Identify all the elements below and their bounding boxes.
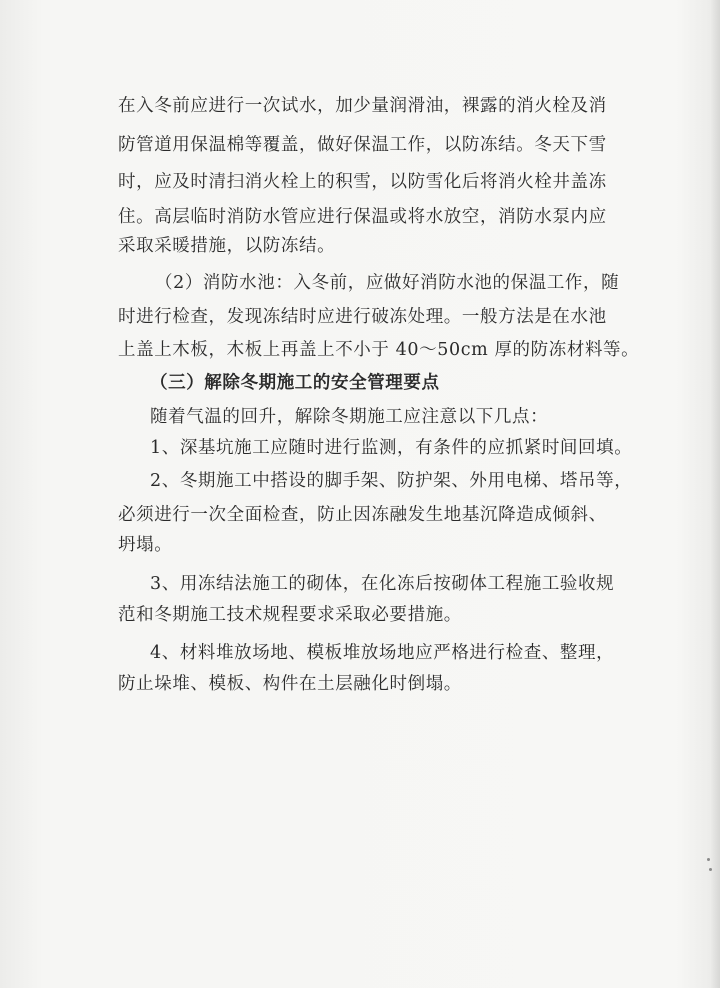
intro-line: 随着气温的回升，解除冬期施工应注意以下几点： — [150, 407, 549, 427]
item-2-line-2: 必须进行一次全面检查，防止因冻融发生地基沉降造成倾斜、 — [118, 505, 607, 525]
page-edge-shadow — [710, 0, 720, 988]
paragraph-2-line-3: 上盖上木板，木板上再盖上不小于 40～50cm 厚的防冻材料等。 — [118, 340, 640, 360]
item-4-line-1: 4、材料堆放场地、模板堆放场地应严格进行检查、整理， — [150, 643, 615, 663]
paragraph-2-line-2: 时进行检查，发现冻结时应进行破冻处理。一般方法是在水池 — [118, 307, 607, 327]
paragraph-1-line-4: 住。高层临时消防水管应进行保温或将水放空，消防水泵内应 — [118, 207, 607, 227]
item-3-line-2: 范和冬期施工技术规程要求采取必要措施。 — [118, 605, 462, 625]
paragraph-2-line-1: （2）消防水池：入冬前，应做好消防水池的保温工作，随 — [155, 273, 620, 293]
paragraph-1-line-5: 采取采暖措施，以防冻结。 — [118, 236, 336, 256]
section-heading: （三）解除冬期施工的安全管理要点 — [150, 373, 440, 393]
item-1-line-1: 1、深基坑施工应随时进行监测，有条件的应抓紧时间回填。 — [150, 438, 633, 458]
item-2-line-1: 2、冬期施工中搭设的脚手架、防护架、外用电梯、塔吊等， — [150, 471, 633, 491]
paragraph-1-line-1: 在入冬前应进行一次试水，加少量润滑油，裸露的消火栓及消 — [118, 96, 607, 116]
item-2-line-3: 坍塌。 — [118, 535, 173, 555]
item-3-line-1: 3、用冻结法施工的砌体，在化冻后按砌体工程施工验收规 — [150, 574, 615, 594]
scan-speck — [709, 868, 712, 871]
paragraph-1-line-3: 时，应及时清扫消火栓上的积雪，以防雪化后将消火栓井盖冻 — [118, 172, 607, 192]
item-4-line-2: 防止垛堆、模板、构件在土层融化时倒塌。 — [118, 674, 462, 694]
scan-speck — [707, 858, 710, 861]
paragraph-1-line-2: 防管道用保温棉等覆盖，做好保温工作，以防冻结。冬天下雪 — [118, 135, 607, 155]
